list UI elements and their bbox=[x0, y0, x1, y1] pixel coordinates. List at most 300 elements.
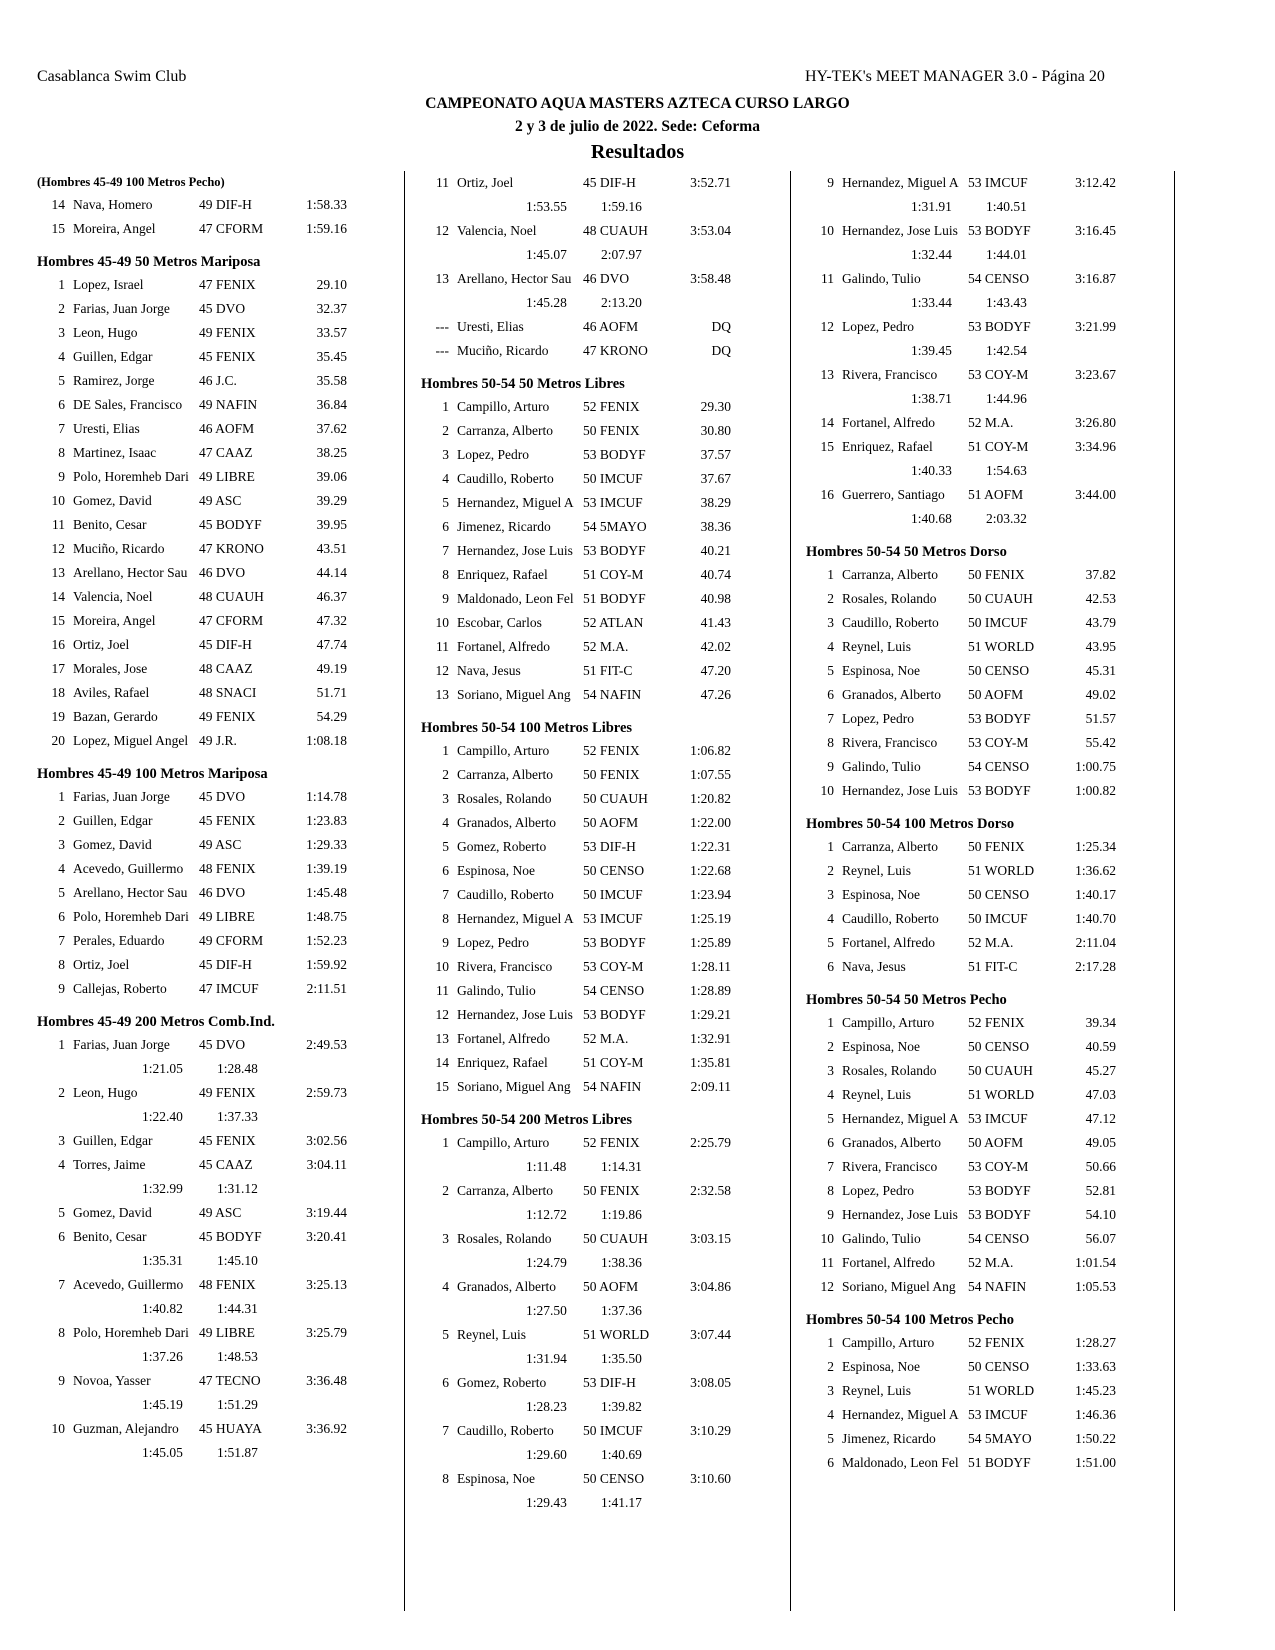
age-team: 54 CENSO bbox=[583, 983, 645, 998]
swimmer-name: Muciño, Ricardo bbox=[73, 541, 165, 556]
result-row bbox=[806, 707, 1176, 731]
result-row bbox=[421, 931, 791, 955]
split-time: 1:40.51 bbox=[986, 199, 1027, 214]
place: 2 bbox=[827, 863, 834, 878]
age-team: 53 DIF-H bbox=[583, 839, 636, 854]
final-time: 37.62 bbox=[316, 421, 347, 436]
swimmer-name: Campillo, Arturo bbox=[842, 1335, 935, 1350]
swimmer-name: Lopez, Miguel Angel bbox=[73, 733, 189, 748]
result-row bbox=[421, 1051, 791, 1075]
swimmer-name: Campillo, Arturo bbox=[457, 1135, 550, 1150]
split-time: 1:11.48 bbox=[526, 1159, 567, 1174]
swimmer-name: Rivera, Francisco bbox=[842, 367, 938, 382]
split-time: 2:13.20 bbox=[601, 295, 642, 310]
place: 2 bbox=[442, 1183, 449, 1198]
final-time: 3:21.99 bbox=[1075, 319, 1116, 334]
final-time: 1:05.53 bbox=[1075, 1279, 1116, 1294]
place: 7 bbox=[442, 887, 449, 902]
place: 14 bbox=[51, 589, 65, 604]
swimmer-name: Espinosa, Noe bbox=[842, 1359, 920, 1374]
place: 11 bbox=[436, 983, 449, 998]
place: 5 bbox=[442, 495, 449, 510]
final-time: 1:28.11 bbox=[690, 959, 731, 974]
place: 2 bbox=[58, 813, 65, 828]
split-time: 1:32.44 bbox=[911, 247, 952, 262]
age-team: 53 DIF-H bbox=[583, 1375, 636, 1390]
final-time: 54.29 bbox=[316, 709, 347, 724]
swimmer-name: Polo, Horemheb Dari bbox=[73, 909, 189, 924]
swimmer-name: Galindo, Tulio bbox=[842, 271, 921, 286]
result-row bbox=[421, 443, 791, 467]
swimmer-name: Reynel, Luis bbox=[842, 863, 911, 878]
result-row bbox=[806, 683, 1176, 707]
swimmer-name: Lopez, Pedro bbox=[457, 447, 529, 462]
final-time: 3:08.05 bbox=[690, 1375, 731, 1390]
swimmer-name: Campillo, Arturo bbox=[457, 399, 550, 414]
result-row bbox=[37, 705, 407, 729]
place: 12 bbox=[820, 319, 834, 334]
split-time: 1:45.10 bbox=[217, 1253, 258, 1268]
place: 5 bbox=[442, 1327, 449, 1342]
age-team: 52 FENIX bbox=[583, 399, 640, 414]
result-row bbox=[37, 681, 407, 705]
result-row bbox=[37, 1201, 407, 1225]
final-time: 3:16.87 bbox=[1075, 271, 1116, 286]
final-time: 36.84 bbox=[316, 397, 347, 412]
age-team: 52 M.A. bbox=[583, 639, 629, 654]
age-team: 50 CENSO bbox=[583, 1471, 645, 1486]
final-time: 29.10 bbox=[316, 277, 347, 292]
final-time: 1:59.92 bbox=[306, 957, 347, 972]
place: 12 bbox=[820, 1279, 834, 1294]
age-team: 51 WORLD bbox=[968, 639, 1035, 654]
age-team: 49 CFORM bbox=[199, 933, 264, 948]
results-column-2 bbox=[421, 171, 791, 1515]
swimmer-name: Carranza, Alberto bbox=[457, 1183, 553, 1198]
age-team: 50 CENSO bbox=[968, 887, 1030, 902]
split-time: 1:38.36 bbox=[601, 1255, 642, 1270]
split-time: 1:54.63 bbox=[986, 463, 1027, 478]
swimmer-name: Jimenez, Ricardo bbox=[457, 519, 551, 534]
result-row bbox=[37, 1033, 407, 1057]
split-row bbox=[37, 1393, 407, 1417]
place: 17 bbox=[51, 661, 65, 676]
swimmer-name: Soriano, Miguel Ang bbox=[457, 1079, 571, 1094]
place: 9 bbox=[827, 175, 834, 190]
age-team: 50 IMCUF bbox=[583, 1423, 643, 1438]
swimmer-name: Ortiz, Joel bbox=[73, 957, 130, 972]
result-row bbox=[806, 731, 1176, 755]
split-row bbox=[37, 1249, 407, 1273]
result-row bbox=[421, 1027, 791, 1051]
split-row bbox=[421, 1299, 791, 1323]
final-time: 1:01.54 bbox=[1075, 1255, 1116, 1270]
age-team: 51 BODYF bbox=[583, 591, 646, 606]
final-time: 2:11.04 bbox=[1075, 935, 1116, 950]
age-team: 45 FENIX bbox=[199, 813, 256, 828]
swimmer-name: Fortanel, Alfredo bbox=[457, 639, 550, 654]
split-time: 1:29.43 bbox=[526, 1495, 567, 1510]
final-time: 51.57 bbox=[1085, 711, 1116, 726]
place: 5 bbox=[827, 1111, 834, 1126]
place: 1 bbox=[442, 399, 449, 414]
swimmer-name: Nava, Jesus bbox=[842, 959, 906, 974]
place: 1 bbox=[58, 789, 65, 804]
place: 1 bbox=[442, 1135, 449, 1150]
split-time: 1:40.82 bbox=[142, 1301, 183, 1316]
final-time: 1:29.21 bbox=[690, 1007, 731, 1022]
age-team: 49 DIF-H bbox=[199, 197, 252, 212]
place: 4 bbox=[442, 1279, 449, 1294]
place: 9 bbox=[827, 1207, 834, 1222]
result-row bbox=[421, 1419, 791, 1443]
age-team: 50 CUAUH bbox=[968, 591, 1033, 606]
place: 5 bbox=[58, 373, 65, 388]
place: 6 bbox=[58, 909, 65, 924]
final-time: 1:25.89 bbox=[690, 935, 731, 950]
age-team: 53 BODYF bbox=[968, 319, 1031, 334]
age-team: 48 CUAUH bbox=[583, 223, 648, 238]
age-team: 46 AOFM bbox=[583, 319, 639, 334]
result-row bbox=[806, 1131, 1176, 1155]
age-team: 51 COY-M bbox=[968, 439, 1029, 454]
result-row bbox=[37, 345, 407, 369]
swimmer-name: Hernandez, Miguel A bbox=[457, 911, 574, 926]
swimmer-name: Farias, Juan Jorge bbox=[73, 1037, 170, 1052]
swimmer-name: Bazan, Gerardo bbox=[73, 709, 158, 724]
age-team: 54 NAFIN bbox=[968, 1279, 1027, 1294]
swimmer-name: Martinez, Isaac bbox=[73, 445, 157, 460]
split-time: 1:39.82 bbox=[601, 1399, 642, 1414]
final-time: 3:36.48 bbox=[306, 1373, 347, 1388]
result-row bbox=[421, 659, 791, 683]
age-team: 45 DIF-H bbox=[199, 957, 252, 972]
age-team: 52 M.A. bbox=[583, 1031, 629, 1046]
swimmer-name: Nava, Jesus bbox=[457, 663, 521, 678]
age-team: 46 J.C. bbox=[199, 373, 237, 388]
place: 3 bbox=[827, 615, 834, 630]
age-team: 47 KRONO bbox=[199, 541, 264, 556]
final-time: 38.36 bbox=[700, 519, 731, 534]
event-title: Hombres 50-54 100 Metros Pecho bbox=[806, 1312, 1015, 1328]
final-time: 2:25.79 bbox=[690, 1135, 731, 1150]
age-team: 47 CFORM bbox=[199, 221, 264, 236]
split-time: 1:42.54 bbox=[986, 343, 1027, 358]
swimmer-name: Campillo, Arturo bbox=[457, 743, 550, 758]
swimmer-name: Aviles, Rafael bbox=[73, 685, 150, 700]
final-time: 3:03.15 bbox=[690, 1231, 731, 1246]
age-team: 53 BODYF bbox=[968, 783, 1031, 798]
swimmer-name: Fortanel, Alfredo bbox=[842, 415, 935, 430]
age-team: 45 FENIX bbox=[199, 1133, 256, 1148]
age-team: 45 DVO bbox=[199, 1037, 246, 1052]
result-row bbox=[37, 193, 407, 217]
result-row bbox=[421, 739, 791, 763]
swimmer-name: Valencia, Noel bbox=[457, 223, 537, 238]
split-time: 1:45.19 bbox=[142, 1397, 183, 1412]
final-time: 47.03 bbox=[1085, 1087, 1116, 1102]
final-time: 3:58.48 bbox=[690, 271, 731, 286]
result-row bbox=[421, 267, 791, 291]
split-time: 1:45.05 bbox=[142, 1445, 183, 1460]
split-time: 1:31.91 bbox=[911, 199, 952, 214]
place: 12 bbox=[435, 223, 449, 238]
split-row bbox=[806, 291, 1176, 315]
swimmer-name: Valencia, Noel bbox=[73, 589, 153, 604]
swimmer-name: Rivera, Francisco bbox=[842, 735, 938, 750]
place: 6 bbox=[58, 1229, 65, 1244]
result-row bbox=[421, 979, 791, 1003]
age-team: 50 CENSO bbox=[583, 863, 645, 878]
result-row bbox=[37, 1369, 407, 1393]
age-team: 50 IMCUF bbox=[968, 615, 1028, 630]
swimmer-name: Guillen, Edgar bbox=[73, 1133, 153, 1148]
result-row bbox=[806, 1331, 1176, 1355]
final-time: 1:48.75 bbox=[306, 909, 347, 924]
split-time: 1:39.45 bbox=[911, 343, 952, 358]
split-time: 1:51.87 bbox=[217, 1445, 258, 1460]
split-row bbox=[37, 1297, 407, 1321]
age-team: 53 BODYF bbox=[968, 1207, 1031, 1222]
place: 14 bbox=[51, 197, 65, 212]
result-row bbox=[806, 1427, 1176, 1451]
final-time: 3:19.44 bbox=[306, 1205, 347, 1220]
swimmer-name: Rivera, Francisco bbox=[457, 959, 553, 974]
age-team: 50 AOFM bbox=[583, 1279, 639, 1294]
split-row bbox=[421, 1155, 791, 1179]
swimmer-name: Enriquez, Rafael bbox=[842, 439, 933, 454]
result-row bbox=[421, 955, 791, 979]
split-row bbox=[37, 1105, 407, 1129]
swimmer-name: Rosales, Rolando bbox=[842, 1063, 937, 1078]
final-time: 1:45.48 bbox=[306, 885, 347, 900]
result-row bbox=[421, 1467, 791, 1491]
result-row bbox=[806, 611, 1176, 635]
split-time: 1:31.12 bbox=[217, 1181, 258, 1196]
swimmer-name: Reynel, Luis bbox=[842, 1087, 911, 1102]
result-row bbox=[421, 515, 791, 539]
result-row bbox=[806, 835, 1176, 859]
place: 12 bbox=[51, 541, 65, 556]
age-team: 53 BODYF bbox=[968, 711, 1031, 726]
place: 10 bbox=[51, 493, 65, 508]
final-time: 1:00.82 bbox=[1075, 783, 1116, 798]
result-row bbox=[37, 905, 407, 929]
place: 4 bbox=[827, 639, 834, 654]
final-time: 40.98 bbox=[700, 591, 731, 606]
age-team: 48 CAAZ bbox=[199, 661, 253, 676]
split-row bbox=[37, 1441, 407, 1465]
result-row bbox=[806, 1059, 1176, 1083]
split-row bbox=[421, 1491, 791, 1515]
age-team: 53 COY-M bbox=[968, 367, 1029, 382]
swimmer-name: Muciño, Ricardo bbox=[457, 343, 549, 358]
place: 3 bbox=[58, 1133, 65, 1148]
result-row bbox=[806, 1355, 1176, 1379]
place: 4 bbox=[58, 349, 65, 364]
split-time: 1:37.26 bbox=[142, 1349, 183, 1364]
result-row bbox=[806, 563, 1176, 587]
place: 13 bbox=[820, 367, 834, 382]
swimmer-name: Caudillo, Roberto bbox=[842, 615, 939, 630]
age-team: 46 DVO bbox=[199, 885, 246, 900]
swimmer-name: Leon, Hugo bbox=[73, 325, 138, 340]
age-team: 51 COY-M bbox=[583, 567, 644, 582]
final-time: 38.25 bbox=[316, 445, 347, 460]
place: 8 bbox=[827, 735, 834, 750]
age-team: 49 ASC bbox=[199, 493, 242, 508]
split-row bbox=[421, 1203, 791, 1227]
swimmer-name: Hernandez, Miguel A bbox=[842, 175, 959, 190]
swimmer-name: Reynel, Luis bbox=[842, 639, 911, 654]
result-row bbox=[37, 1225, 407, 1249]
age-team: 50 CENSO bbox=[968, 1039, 1030, 1054]
result-row bbox=[421, 859, 791, 883]
age-team: 49 J.R. bbox=[199, 733, 237, 748]
result-row bbox=[806, 435, 1176, 459]
place: 15 bbox=[435, 1079, 449, 1094]
swimmer-name: Novoa, Yasser bbox=[73, 1373, 151, 1388]
swimmer-name: Galindo, Tulio bbox=[842, 759, 921, 774]
result-row bbox=[37, 465, 407, 489]
swimmer-name: Espinosa, Noe bbox=[842, 1039, 920, 1054]
split-time: 1:44.96 bbox=[986, 391, 1027, 406]
split-time: 1:44.31 bbox=[217, 1301, 258, 1316]
final-time: 3:16.45 bbox=[1075, 223, 1116, 238]
split-row bbox=[421, 1251, 791, 1275]
final-time: 2:17.28 bbox=[1075, 959, 1116, 974]
swimmer-name: Carranza, Alberto bbox=[842, 839, 938, 854]
final-time: 43.51 bbox=[316, 541, 347, 556]
final-time: 1:50.22 bbox=[1075, 1431, 1116, 1446]
split-time: 1:40.69 bbox=[601, 1447, 642, 1462]
place: 1 bbox=[58, 277, 65, 292]
final-time: 1:58.33 bbox=[306, 197, 347, 212]
final-time: 50.66 bbox=[1085, 1159, 1116, 1174]
result-row bbox=[421, 1227, 791, 1251]
swimmer-name: Fortanel, Alfredo bbox=[842, 935, 935, 950]
swimmer-name: Hernandez, Miguel A bbox=[842, 1111, 959, 1126]
place: 6 bbox=[58, 397, 65, 412]
split-row bbox=[806, 195, 1176, 219]
final-time: 3:25.13 bbox=[306, 1277, 347, 1292]
final-time: 43.95 bbox=[1085, 639, 1116, 654]
result-row bbox=[421, 467, 791, 491]
place: 18 bbox=[51, 685, 65, 700]
swimmer-name: Arellano, Hector Sau bbox=[73, 565, 188, 580]
age-team: 54 CENSO bbox=[968, 271, 1030, 286]
final-time: 40.21 bbox=[700, 543, 731, 558]
result-row bbox=[421, 395, 791, 419]
split-time: 1:59.16 bbox=[601, 199, 642, 214]
age-team: 51 BODYF bbox=[968, 1455, 1031, 1470]
place: 3 bbox=[442, 791, 449, 806]
final-time: 39.29 bbox=[316, 493, 347, 508]
split-row bbox=[421, 1347, 791, 1371]
final-time: DQ bbox=[711, 343, 731, 358]
final-time: 3:44.00 bbox=[1075, 487, 1116, 502]
result-row bbox=[806, 955, 1176, 979]
final-time: 1:45.23 bbox=[1075, 1383, 1116, 1398]
result-row bbox=[421, 883, 791, 907]
place: 9 bbox=[442, 591, 449, 606]
age-team: 48 FENIX bbox=[199, 1277, 256, 1292]
swimmer-name: Galindo, Tulio bbox=[842, 1231, 921, 1246]
place: 1 bbox=[827, 839, 834, 854]
result-row bbox=[37, 217, 407, 241]
final-time: 44.14 bbox=[316, 565, 347, 580]
place: 5 bbox=[827, 663, 834, 678]
split-row bbox=[806, 507, 1176, 531]
event-title: Hombres 50-54 50 Metros Libres bbox=[421, 376, 625, 392]
result-row bbox=[421, 907, 791, 931]
swimmer-name: Hernandez, Jose Luis bbox=[842, 223, 958, 238]
final-time: 1:20.82 bbox=[690, 791, 731, 806]
split-time: 1:29.60 bbox=[526, 1447, 567, 1462]
place: 10 bbox=[435, 615, 449, 630]
age-team: 50 FENIX bbox=[968, 567, 1025, 582]
swimmer-name: Lopez, Pedro bbox=[842, 711, 914, 726]
final-time: 3:07.44 bbox=[690, 1327, 731, 1342]
place: 11 bbox=[436, 175, 449, 190]
swimmer-name: Maldonado, Leon Fel bbox=[457, 591, 574, 606]
split-row bbox=[421, 195, 791, 219]
age-team: 46 AOFM bbox=[199, 421, 255, 436]
age-team: 53 IMCUF bbox=[968, 1407, 1028, 1422]
result-row bbox=[421, 339, 791, 363]
swimmer-name: Moreira, Angel bbox=[73, 221, 156, 236]
result-row bbox=[421, 683, 791, 707]
final-time: 1:35.81 bbox=[690, 1055, 731, 1070]
event-title: Hombres 50-54 50 Metros Pecho bbox=[806, 992, 1007, 1008]
age-team: 50 FENIX bbox=[583, 767, 640, 782]
place: 12 bbox=[435, 1007, 449, 1022]
result-row bbox=[806, 1179, 1176, 1203]
swimmer-name: Caudillo, Roberto bbox=[457, 471, 554, 486]
age-team: 47 TECNO bbox=[199, 1373, 261, 1388]
final-time: 46.37 bbox=[316, 589, 347, 604]
result-row bbox=[421, 1003, 791, 1027]
result-row bbox=[806, 1227, 1176, 1251]
split-row bbox=[37, 1177, 407, 1201]
result-row bbox=[806, 1035, 1176, 1059]
final-time: 3:25.79 bbox=[306, 1325, 347, 1340]
result-row bbox=[806, 267, 1176, 291]
swimmer-name: Leon, Hugo bbox=[73, 1085, 138, 1100]
swimmer-name: Lopez, Israel bbox=[73, 277, 144, 292]
result-row bbox=[806, 1155, 1176, 1179]
split-time: 1:33.44 bbox=[911, 295, 952, 310]
result-row bbox=[806, 363, 1176, 387]
swimmer-name: Jimenez, Ricardo bbox=[842, 1431, 936, 1446]
final-time: DQ bbox=[711, 319, 731, 334]
final-time: 1:25.34 bbox=[1075, 839, 1116, 854]
age-team: 49 LIBRE bbox=[199, 1325, 255, 1340]
place: 8 bbox=[442, 1471, 449, 1486]
swimmer-name: Caudillo, Roberto bbox=[457, 887, 554, 902]
swimmer-name: Carranza, Alberto bbox=[842, 567, 938, 582]
result-row bbox=[421, 491, 791, 515]
split-time: 1:28.48 bbox=[217, 1061, 258, 1076]
result-row bbox=[421, 1179, 791, 1203]
swimmer-name: Carranza, Alberto bbox=[457, 423, 553, 438]
split-time: 1:21.05 bbox=[142, 1061, 183, 1076]
age-team: 45 HUAYA bbox=[199, 1421, 262, 1436]
final-time: 39.06 bbox=[316, 469, 347, 484]
place: --- bbox=[435, 319, 449, 334]
final-time: 35.58 bbox=[316, 373, 347, 388]
split-time: 1:27.50 bbox=[526, 1303, 567, 1318]
